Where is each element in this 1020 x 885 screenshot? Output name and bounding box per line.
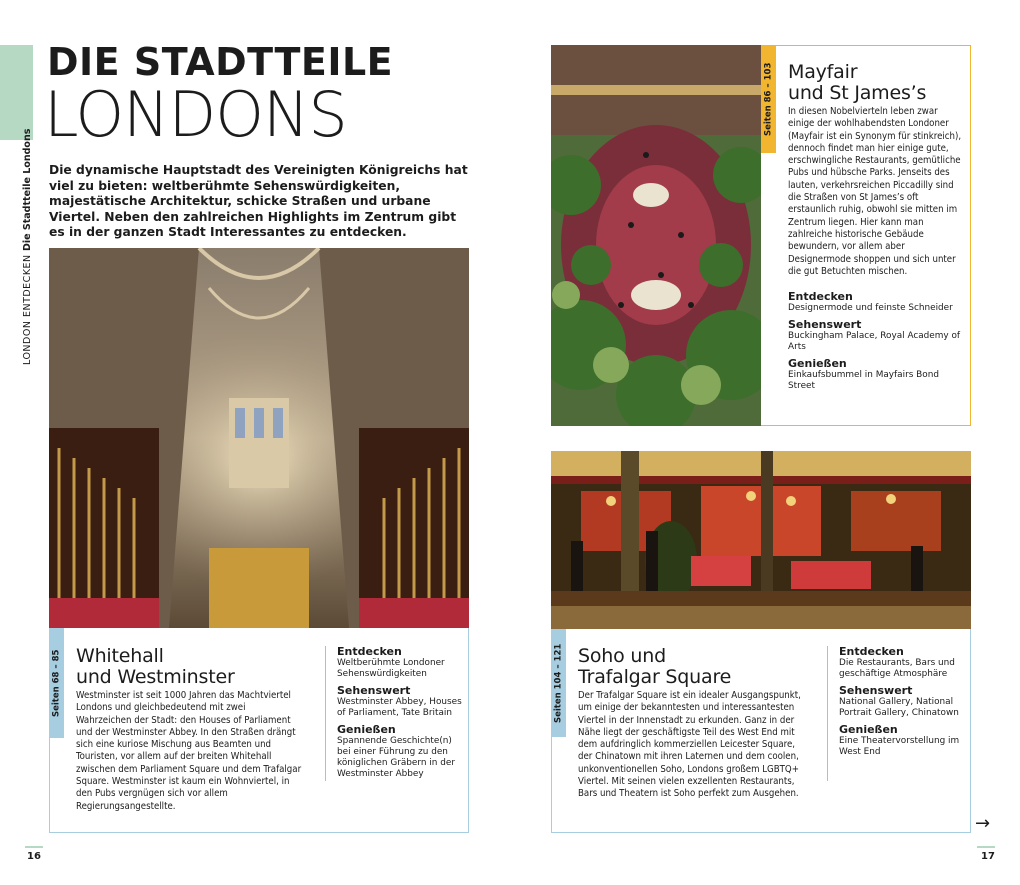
next-page-arrow-icon[interactable]: →: [975, 813, 991, 834]
page-title-line2: LONDONS: [44, 78, 347, 151]
soho-sehenswert-heading: Sehenswert: [839, 684, 913, 697]
whitehall-geniessen-text: Spannende Geschichte(n) bei einer Führung zu den königlichen Gräbern in der Westminster Abbey: [337, 736, 455, 779]
westminster-abbey-photo: [49, 248, 469, 628]
soho-pages-label: Seiten 104 – 121: [553, 643, 564, 723]
mayfair-title-line2: und St James’s: [788, 82, 927, 104]
whitehall-pages-tab[interactable]: [49, 628, 64, 738]
spine-section: LONDON ENTDECKEN: [22, 254, 33, 365]
whitehall-geniessen-heading: Genießen: [337, 723, 396, 736]
page-title-line1: DIE STADTTEILE: [47, 40, 394, 84]
page-number-right-rule: [977, 846, 995, 848]
mayfair-pages-tab[interactable]: [761, 45, 776, 153]
page-number-left: 16: [27, 851, 41, 862]
soho-entdecken-heading: Entdecken: [839, 645, 904, 658]
soho-title-line2: Trafalgar Square: [578, 666, 732, 688]
soho-geniessen-text: Eine Theatervorstellung im West End: [839, 736, 960, 757]
whitehall-entdecken-text: Weltberühmte Londoner Sehenswürdigkeiten: [337, 658, 445, 679]
mayfair-sehenswert-text: Buckingham Palace, Royal Academy of Arts: [788, 331, 961, 352]
soho-market-photo: [551, 451, 971, 629]
spine-label: [22, 128, 33, 365]
soho-body: Der Trafalgar Square ist ein idealer Ausgangspunkt, um einige der bekanntesten und interessantesten Viertel in der Innenstadt zu erkunden. Ganz in der Nähe liegt der geschäftigste Teil des West End mit dem aufdringlich kommerziellen Leicester Square, der Chinatown mit ihren Laternen und dem coolen, unkonventionellen Soho, Londons großem LGBTQ+ Viertel. Mit seinen vielen exzellenten Restaurants, Bars und Theatern ist Soho perfekt zum Ausgehen.: [578, 690, 801, 800]
whitehall-body: Westminster ist seit 1000 Jahren das Machtviertel Londons und gleichbedeutend mit zwei Wahrzeichen der Stadt: den Houses of Parliament und der Westminster Abbey. In den Straßen drängt sich eine kuriose Mischung aus Beamten und Touristen, vor allem auf der breiten Whitehall zwischen dem Parliament Square und dem Trafalgar Square. Westminster ist kaum ein Wohnviertel, in den Pubs vergnügen sich vor allem Regierungsangestellte.: [76, 690, 302, 812]
mayfair-facts: [788, 286, 963, 392]
mayfair-entdecken-text: Designermode und feinste Schneider: [788, 303, 953, 313]
mayfair-department-store-photo: [551, 45, 761, 426]
whitehall-divider: [325, 646, 326, 781]
mayfair-body: In diesen Nobelvierteln leben zwar einige der wohlhabendsten Londoner (Mayfair ist ein Synonym für stinkreich), dennoch findet man hier einige gute, erschwingliche Restaurants, gemütliche Pubs und hübsche Parks. Jenseits des lauten, verkehrsreichen Piccadilly sind die Straßen von St James’s oft erstaunlich ruhig, obwohl sie mitten im Zentrum liegen. Hier kann man zahlreiche historische Gebäude bewundern, vor allem aber Designermode shoppen und sich unter die gut Betuchten mischen.: [788, 106, 962, 277]
mayfair-geniessen-heading: Genießen: [788, 357, 847, 370]
mayfair-entdecken-heading: Entdecken: [788, 290, 853, 303]
whitehall-title-line2: und Westminster: [76, 666, 235, 688]
whitehall-pages-label: Seiten 68 – 85: [51, 649, 62, 717]
soho-pages-tab[interactable]: [551, 629, 566, 737]
section-color-bar: [0, 45, 33, 140]
soho-divider: [827, 646, 828, 781]
soho-geniessen-heading: Genießen: [839, 723, 898, 736]
mayfair-geniessen-text: Einkaufsbummel in Mayfairs Bond Street: [788, 370, 939, 391]
page-number-left-rule: [25, 846, 43, 848]
whitehall-title: [76, 646, 235, 688]
whitehall-entdecken-heading: Entdecken: [337, 645, 402, 658]
whitehall-sehenswert-heading: Sehenswert: [337, 684, 411, 697]
mayfair-title: [788, 62, 926, 104]
mayfair-title-line1: Mayfair: [788, 61, 858, 83]
mayfair-pages-label: Seiten 86 – 103: [763, 62, 774, 136]
spine-chapter: Die Stadtteile Londons: [22, 128, 33, 252]
soho-sehenswert-text: National Gallery, National Portrait Gallery, Chinatown: [839, 697, 959, 718]
soho-title: [578, 646, 731, 688]
whitehall-facts: [337, 641, 462, 780]
page-number-right: 17: [981, 851, 995, 862]
mayfair-sehenswert-heading: Sehenswert: [788, 318, 862, 331]
whitehall-sehenswert-text: Westminster Abbey, Houses of Parliament, Tate Britain: [337, 697, 462, 718]
whitehall-title-line1: Whitehall: [76, 645, 164, 667]
soho-facts: [839, 641, 964, 758]
soho-entdecken-text: Die Restaurants, Bars und geschäftige Atmosphäre: [839, 658, 955, 679]
intro-text: Die dynamische Hauptstadt des Vereinigten Königreichs hat viel zu bieten: weltberühmte Sehenswürdigkeiten, majestätische Architektur, schicke Straßen und urbane Viertel. Neben den zahlreichen Highlights im Zentrum gibt es in der ganzen Stadt Interessantes zu entdecken.: [49, 163, 468, 239]
soho-title-line1: Soho und: [578, 645, 666, 667]
